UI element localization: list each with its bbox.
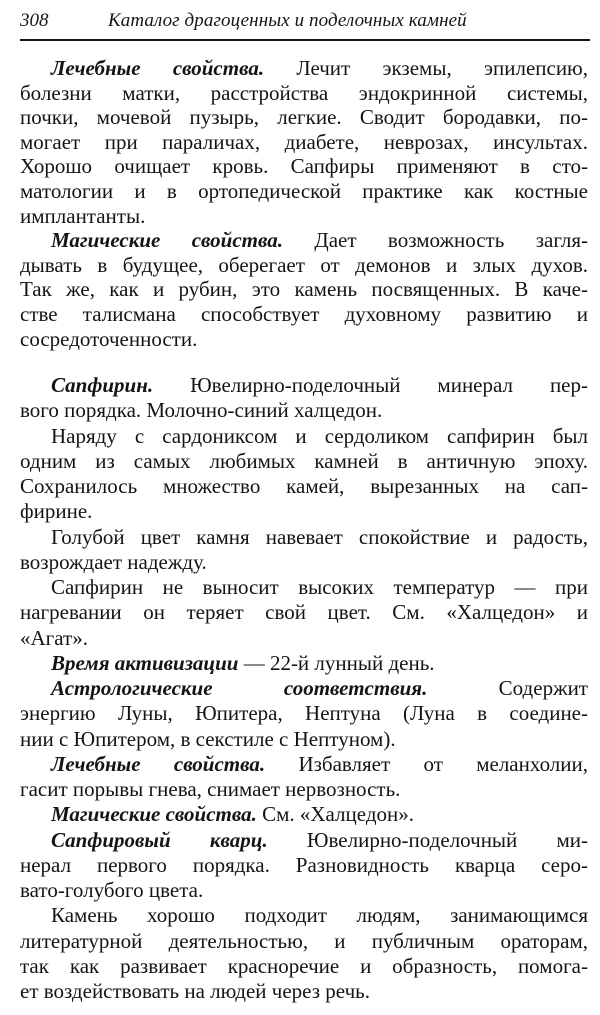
text-line	[20, 474, 588, 499]
text-block-sapphire-properties	[20, 56, 588, 351]
text-line	[20, 449, 588, 474]
text-line	[20, 253, 588, 278]
text-block-sapphirine	[20, 373, 588, 1004]
body-text: нерал первого порядка. Разновидность кварца серо-	[20, 852, 588, 877]
body-text: вато-голубого цвета.	[20, 878, 204, 902]
body-text: Камень хорошо подходит людям, занимающимся	[51, 903, 588, 928]
term-heading: Сапфирин.	[51, 373, 191, 397]
text-line	[20, 954, 588, 979]
running-header	[20, 8, 590, 38]
term-heading: Магические свойства.	[51, 802, 263, 827]
term-heading: Лечебные свойства.	[51, 751, 299, 776]
text-line	[20, 228, 588, 253]
text-line	[20, 777, 588, 802]
text-line	[20, 727, 588, 752]
body-text: нии с Юпитером, в секстиле с Нептуном).	[20, 726, 396, 751]
body-text: — 22-й лунный день.	[243, 650, 435, 675]
body-text: гасит порывы гнева, снимает нервозность.	[20, 777, 401, 801]
text-line	[20, 81, 588, 106]
body-text: энергию Луны, Юпитера, Нептуна (Луна в соедине-	[20, 701, 588, 726]
text-line	[20, 853, 588, 878]
text-line	[20, 499, 588, 524]
body-text: «Агат».	[20, 625, 88, 650]
text-line	[20, 154, 588, 179]
text-line	[20, 979, 588, 1004]
body-text: См. «Халцедон».	[262, 802, 414, 827]
body-text: Хорошо очищает кровь. Сапфиры применяют в сто-	[20, 154, 588, 179]
text-line	[20, 701, 588, 726]
running-title: Каталог драгоценных и поделочных камней	[108, 10, 467, 31]
body-text: Так же, как и рубин, это камень посвященных. В каче-	[20, 277, 588, 302]
body-text: дывать в будущее, оберегает от демонов и злых духов.	[20, 252, 588, 277]
body-text: Ювелирно-поделочный ми-	[306, 827, 588, 852]
text-line	[20, 802, 588, 827]
text-line	[20, 903, 588, 928]
term-heading: Сапфировый кварц.	[51, 827, 307, 852]
body-text: имплантанты.	[20, 203, 146, 228]
body-text: ет воздействовать на людей через речь.	[20, 979, 370, 1003]
text-line	[20, 373, 588, 398]
body-text: Наряду с сардониксом и сердоликом сапфирин был	[51, 423, 588, 448]
text-line	[20, 105, 588, 130]
body-text: матологии и в ортопедической практике как костные	[20, 178, 588, 203]
body-text: вого порядка. Молочно-синий халцедон.	[20, 398, 383, 423]
term-heading: Лечебные свойства.	[51, 56, 297, 80]
header-rule	[20, 39, 590, 41]
text-line	[20, 179, 588, 204]
body-text: сосредоточенности.	[20, 326, 198, 351]
text-line	[20, 878, 588, 903]
body-text: Избавляет от меланхолии,	[298, 751, 588, 776]
text-line	[20, 56, 588, 81]
text-line	[20, 277, 588, 302]
text-line	[20, 130, 588, 155]
text-line	[20, 398, 588, 423]
body-text: Голубой цвет камня навевает спокойствие и радость,	[51, 524, 588, 549]
body-text: могает при параличах, диабете, неврозах, инсультах.	[20, 129, 588, 154]
body-text: одним из самых любимых камней в античную эпоху.	[20, 448, 588, 473]
text-line	[20, 575, 588, 600]
text-line	[20, 525, 588, 550]
body-text: так как развивает красноречие и образность, помога-	[20, 953, 588, 978]
text-line	[20, 327, 588, 352]
text-line	[20, 828, 588, 853]
text-line	[20, 550, 588, 575]
body-text: Ювелирно-поделочный минерал пер-	[190, 373, 588, 397]
text-line	[20, 302, 588, 327]
body-text: Содержит	[498, 676, 588, 700]
body-text: Лечит экземы, эпилепсию,	[296, 56, 588, 80]
body-text: болезни матки, расстройства эндокринной системы,	[20, 80, 588, 105]
text-line	[20, 651, 588, 676]
text-line	[20, 626, 588, 651]
body-text: Дает возможность загля-	[314, 228, 588, 253]
text-line	[20, 929, 588, 954]
body-text: почки, мочевой пузырь, легкие. Сводит бородавки, по-	[20, 105, 588, 130]
body-text: нагревании он теряет свой цвет. См. «Халцедон» и	[20, 600, 588, 625]
text-line	[20, 204, 588, 229]
term-heading: Время активизации	[51, 650, 244, 675]
text-line	[20, 752, 588, 777]
body-text: Сохранилось множество камей, вырезанных на сап-	[20, 474, 588, 498]
text-line	[20, 676, 588, 701]
body-text: возрождает надежду.	[20, 549, 207, 574]
term-heading: Астрологические соответствия.	[51, 676, 499, 700]
text-line	[20, 600, 588, 625]
body-text: литературной деятельностью, и публичным ораторам,	[20, 928, 588, 953]
body-text: фирине.	[20, 499, 93, 524]
page-number: 308	[20, 10, 49, 31]
text-line	[20, 424, 588, 449]
body-text: стве талисмана способствует духовному развитию и	[20, 301, 588, 326]
term-heading: Магические свойства.	[51, 228, 315, 253]
body-text: Сапфирин не выносит высоких температур — при	[51, 575, 588, 599]
